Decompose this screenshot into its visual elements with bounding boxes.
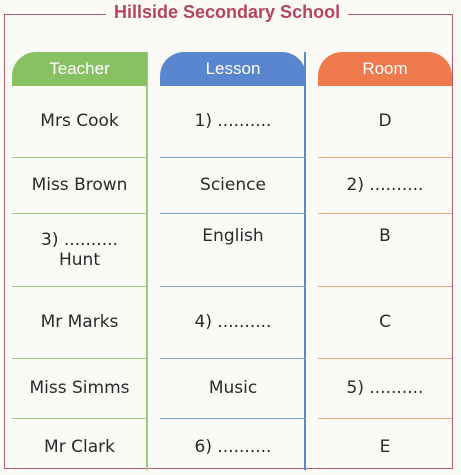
room-cell: D [318, 86, 452, 158]
lesson-cell: English [160, 214, 306, 287]
teacher-column [12, 52, 147, 475]
lesson-cell: 1) .......... [160, 86, 306, 158]
room-cell: 2) .......... [318, 158, 452, 214]
page-title: Hillside Secondary School [106, 2, 348, 23]
lesson-cell: Science [160, 158, 306, 214]
lesson-cell: Music [160, 359, 306, 419]
teacher-cell: Mr Clark [44, 436, 115, 457]
room-header: Room [318, 52, 452, 86]
lesson-cell: 6) .......... [194, 436, 272, 457]
teacher-cell: Mr Marks [12, 287, 147, 359]
lesson-column [160, 52, 306, 475]
lesson-cell: 4) .......... [160, 287, 306, 359]
teacher-header: Teacher [12, 52, 147, 86]
room-column [318, 52, 452, 475]
lesson-header: Lesson [160, 52, 306, 86]
room-cell: E [379, 436, 391, 457]
teacher-cell: 3) .......... Hunt [12, 214, 147, 287]
teacher-cell: Miss Simms [12, 359, 147, 419]
teacher-cell: Mrs Cook [12, 86, 147, 158]
room-cell: 5) .......... [318, 359, 452, 419]
room-cell: C [318, 287, 452, 359]
teacher-cell: Miss Brown [12, 158, 147, 214]
room-cell: B [318, 214, 452, 287]
